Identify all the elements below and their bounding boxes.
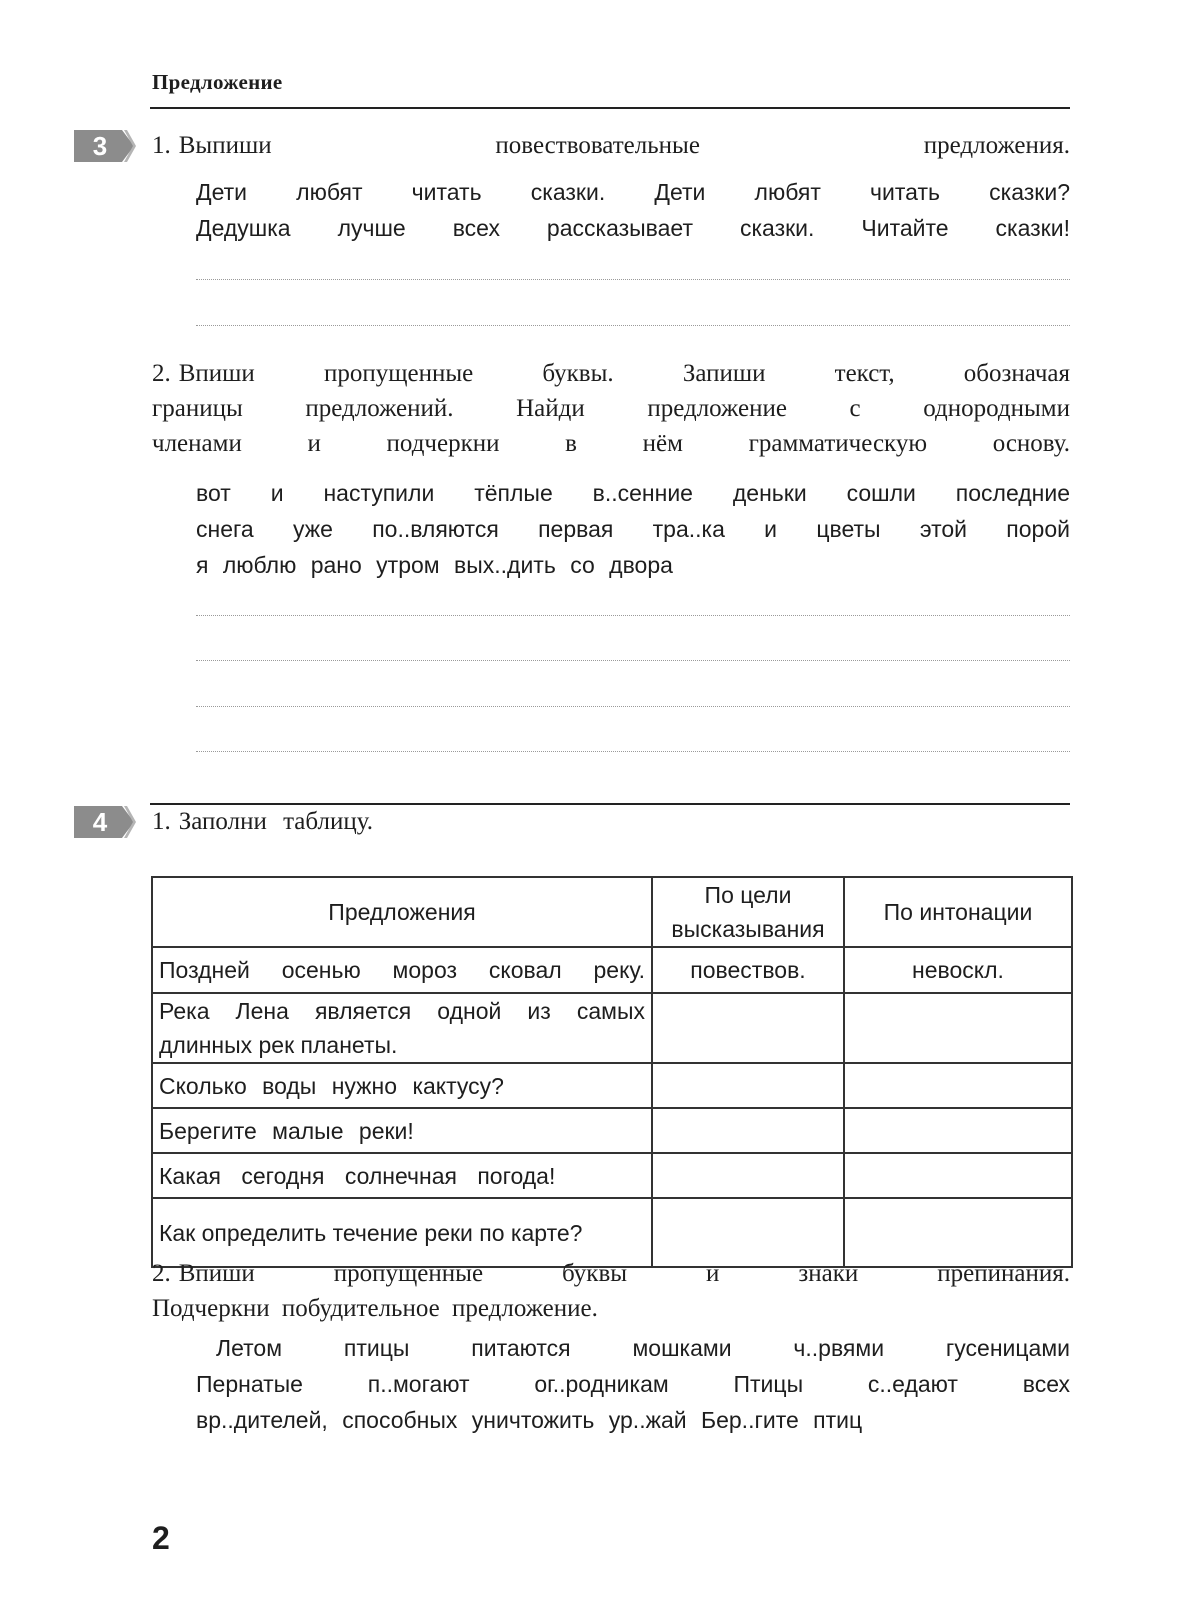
intonation-cell[interactable] [844, 1063, 1072, 1108]
sentence-cell: Как определить течение реки по карте? [152, 1198, 652, 1267]
answer-line[interactable] [196, 325, 1070, 326]
intonation-cell[interactable] [844, 1108, 1072, 1153]
task-4-2-exercise-first-line [216, 1330, 1070, 1366]
sentence-cell: Река Лена является одной из самых длинных рек планеты. [152, 993, 652, 1063]
exercise-badge-3 [74, 130, 136, 162]
answer-line[interactable] [196, 706, 1070, 707]
page-header-title: Предложение [152, 70, 283, 94]
task-3-2-exercise-text [196, 475, 1070, 583]
table-row [152, 993, 1072, 1063]
purpose-cell[interactable] [652, 1108, 844, 1153]
answer-line[interactable] [196, 751, 1070, 752]
exercise-line: Дети любят читать сказки. Дети любят читать сказки? [196, 179, 1070, 205]
answer-line[interactable] [196, 279, 1070, 280]
purpose-cell[interactable] [652, 1153, 844, 1198]
exercise-badge-number: 3 [92, 131, 108, 161]
answer-line[interactable] [196, 660, 1070, 661]
sentence-cell: Берегите малые реки! [152, 1108, 652, 1153]
column-header-purpose: По цели высказывания [652, 877, 844, 947]
sentence-classification-table [151, 876, 1073, 1268]
exercise-line: вр..дителей, способных уничтожить ур..жай Бер..гите птиц [196, 1407, 863, 1433]
column-header-sentences: Предложения [152, 877, 652, 947]
exercise-line: Дедушка лучше всех рассказывает сказки. Читайте сказки! [196, 215, 1070, 241]
task-3-2-instruction: 2. Впиши пропущенные буквы. Запиши текст, обозначая границы предложений. Найди предложение с однородными членами и подчеркни в нём грамматическую основу. [152, 360, 1070, 457]
page-number: 2 [152, 1520, 170, 1556]
task-4-1-instruction: 1. Заполни таблицу. [152, 808, 373, 835]
exercise-line: вот и наступили тёплые в..сенние деньки сошли последние [196, 480, 1070, 506]
intonation-cell[interactable] [844, 1153, 1072, 1198]
column-header-intonation: По интонации [844, 877, 1072, 947]
purpose-cell[interactable] [652, 1063, 844, 1108]
purpose-cell[interactable]: повествов. [652, 947, 844, 993]
exercise-line: снега уже по..вляются первая тра..ка и цветы этой порой [196, 516, 1070, 542]
intonation-cell[interactable]: невоскл. [844, 947, 1072, 993]
task-4-2-exercise-text [196, 1366, 1070, 1438]
table-row [152, 1063, 1072, 1108]
task-4-2-instruction: 2. Впиши пропущенные буквы и знаки препинания. Подчеркни побудительное предложение. [152, 1260, 1070, 1322]
purpose-cell[interactable] [652, 993, 844, 1063]
answer-line[interactable] [196, 615, 1070, 616]
sentence-cell: Сколько воды нужно кактусу? [152, 1063, 652, 1108]
table-row [152, 1153, 1072, 1198]
table-row [152, 1108, 1072, 1153]
task-3-1-exercise-text [196, 174, 1070, 246]
intonation-cell[interactable] [844, 993, 1072, 1063]
sentence-cell: Какая сегодня солнечная погода! [152, 1153, 652, 1198]
exercise-line: я люблю рано утром вых..дить со двора [196, 552, 673, 578]
header-divider [150, 107, 1070, 109]
exercise-line: Пернатые п..могают ог..родникам Птицы с..едают всех [196, 1371, 1070, 1397]
table-header-row [152, 877, 1072, 947]
task-3-1-instruction: 1. Выпиши повествовательные предложения. [152, 132, 1070, 159]
exercise-badge-number: 4 [92, 807, 108, 837]
sentence-cell: Поздней осенью мороз сковал реку. [152, 947, 652, 993]
table-row [152, 947, 1072, 993]
exercise-line: Летом птицы питаются мошками ч..рвями гусеницами [216, 1335, 1070, 1361]
exercise-badge-4 [74, 806, 136, 838]
